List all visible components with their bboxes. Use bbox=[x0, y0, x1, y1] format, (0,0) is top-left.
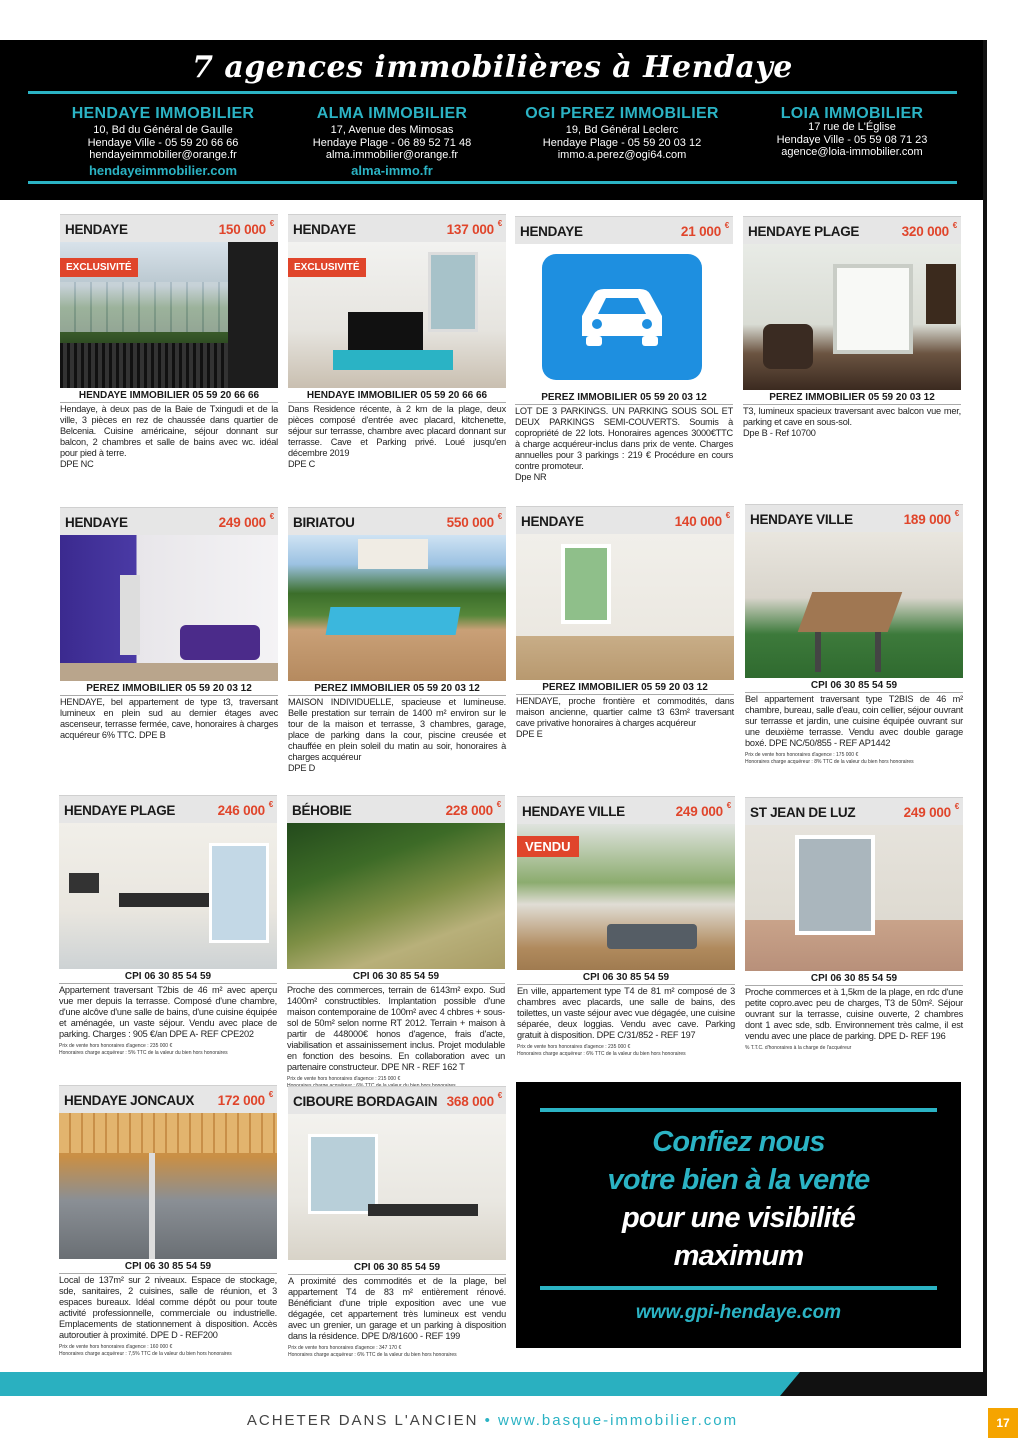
listing-agency: CPI 06 30 85 54 59 bbox=[745, 680, 963, 693]
listing-fine-print: Honoraires charge acquéreur : 8% TTC de la valeur du bien hors honoraires bbox=[745, 759, 914, 765]
listing-fine-print: Honoraires charge acquéreur : 6% TTC de la valeur du bien hors honoraires bbox=[288, 1352, 457, 1358]
listing-header bbox=[743, 216, 961, 244]
sold-badge: VENDU bbox=[517, 836, 579, 857]
listing-agency: PEREZ IMMOBILIER 05 59 20 03 12 bbox=[60, 683, 278, 696]
listing-photo[interactable] bbox=[59, 823, 277, 969]
listing-card[interactable] bbox=[60, 214, 278, 470]
listing-description: T3, lumineux spacieux traversant avec balcon vue mer, parking et cave en sous-sol. Dpe B - Ref 10700 bbox=[743, 406, 961, 438]
listing-price: 140 000 € bbox=[675, 514, 722, 529]
listing-header bbox=[59, 1085, 277, 1113]
listing-location: HENDAYE bbox=[65, 222, 128, 237]
listing-card[interactable] bbox=[516, 506, 734, 740]
footer-tagline: ACHETER DANS L'ANCIEN bbox=[246, 1412, 479, 1429]
listing-header bbox=[287, 795, 505, 823]
listing-fine-print: Prix de vente hors honoraires d'agence : 175 000 € bbox=[745, 752, 859, 758]
agency-loia-immobilier bbox=[737, 104, 967, 159]
listing-fine-print: Honoraires charge acquéreur : 7,5% TTC de la valeur du bien hors honoraires bbox=[59, 1351, 232, 1357]
listing-location: BÉHOBIE bbox=[292, 803, 352, 818]
listing-photo[interactable] bbox=[288, 1114, 506, 1260]
listing-header bbox=[60, 214, 278, 242]
listing-description: MAISON INDIVIDUELLE, spacieuse et lumineuse. Belle prestation sur terrain de 1400 m² environ sur le tour de la maison et terrasse, 3 chambres, garage, place de parking dans la cour, piscine creusée et chauffée en plein soleil du matin au soir, honoraires à charges acquéreur DPE D bbox=[288, 697, 506, 773]
agency-address: 10, Bd du Général de Gaulle bbox=[93, 124, 233, 136]
listing-description: HENDAYE, proche frontière et commodités, dans maison ancienne, quartier calme t3 63m² traversant cave privative honoraires à charges acquéreur DPE E bbox=[516, 696, 734, 739]
listing-agency: PEREZ IMMOBILIER 05 59 20 03 12 bbox=[515, 392, 733, 405]
agency-alma-immobilier bbox=[277, 104, 507, 179]
listing-price: 246 000 € bbox=[218, 803, 265, 818]
listing-location: HENDAYE bbox=[521, 514, 584, 529]
listing-card[interactable] bbox=[745, 504, 963, 766]
listing-description: LOT DE 3 PARKINGS. UN PARKING SOUS SOL ET DEUX PARKINGS SEMI-COUVERTS. Soumis à copropriété de 22 lots. Honoraires agences 3000€TTC à charge acquéreur-inclus dans prix de vente. Charges annuelles pour 3 parkings : 219 € Procédure en cours contre promoteur. Dpe NR bbox=[515, 406, 733, 482]
listing-price: 249 000 € bbox=[219, 515, 266, 530]
promo-box bbox=[516, 1082, 961, 1348]
listing-fine-print: % T.T.C. d'honoraires à la charge de l'acquéreur bbox=[745, 1045, 852, 1051]
listing-header bbox=[288, 1086, 506, 1114]
footer-website-link[interactable]: www.basque-immobilier.com bbox=[498, 1412, 739, 1429]
listing-location: CIBOURE BORDAGAIN bbox=[293, 1094, 438, 1109]
listing-agency: HENDAYE IMMOBILIER 05 59 20 66 66 bbox=[60, 390, 278, 403]
listing-agency: PEREZ IMMOBILIER 05 59 20 03 12 bbox=[516, 682, 734, 695]
promo-website-link[interactable]: www.gpi-hendaye.com bbox=[635, 1302, 842, 1323]
listing-card[interactable] bbox=[743, 216, 961, 439]
exclusivity-badge: EXCLUSIVITÉ bbox=[288, 258, 366, 277]
listing-card[interactable] bbox=[517, 796, 735, 1058]
agency-address: 19, Bd Général Leclerc bbox=[565, 124, 679, 136]
listing-photo[interactable] bbox=[515, 244, 733, 390]
listing-card[interactable] bbox=[745, 797, 963, 1052]
promo-line-2: votre bien à la vente bbox=[607, 1164, 870, 1196]
agency-name: ALMA IMMOBILIER bbox=[316, 105, 468, 122]
listing-description: Appartement traversant T2bis de 46 m² avec aperçu vue mer depuis la terrasse. Composé d'une chambre, d'une alcôve d'une salle de bains, d'une cuisine équipée et aménagée, un vaste séjour. Vendu avec place de parking. Charges : 905 €/an DPE A- REF CPE202 bbox=[59, 985, 277, 1039]
listing-photo[interactable] bbox=[516, 534, 734, 680]
page-edge-bar bbox=[983, 40, 987, 1396]
listing-description: Bel appartement traversant type T2BIS de 46 m² chambre, bureau, salle d'eau, coin cellier, séjour ouvrant sur terrasse et jardin, une cuisine équipée ouvrant sur une deuxième terrasse. Vendu avec double garage boxé. DPE NC/50/855 - REF AP1442 bbox=[745, 694, 963, 748]
agency-phone: Hendaye Plage - 06 89 52 71 48 bbox=[312, 136, 472, 149]
listing-description: Local de 137m² sur 2 niveaux. Espace de stockage, sde, sanitaires, 2 cuisines, salle de réunion, et 3 espaces bureaux. Idéal comme dépôt ou pour toute activité professionnelle, commerciale ou industrielle. Emplacements de stationnement à disposition. Accès autoroutier à proximité. DPE D - REF200 bbox=[59, 1275, 277, 1340]
listing-agency: CPI 06 30 85 54 59 bbox=[745, 973, 963, 986]
listing-location: ST JEAN DE LUZ bbox=[750, 805, 856, 820]
agency-email[interactable]: hendayeimmobilier@orange.fr bbox=[89, 149, 237, 161]
agency-phone: Hendaye Ville - 05 59 20 66 66 bbox=[87, 136, 239, 149]
footer-strip-corner bbox=[780, 1372, 985, 1396]
listing-price: 249 000 € bbox=[904, 805, 951, 820]
listing-price: 249 000 € bbox=[676, 804, 723, 819]
listing-price: 320 000 € bbox=[902, 224, 949, 239]
listing-photo[interactable] bbox=[745, 825, 963, 971]
listing-photo[interactable] bbox=[288, 535, 506, 681]
listing-description: Proche commerces et à 1,5km de la plage, en rdc d'une petite copro.avec peu de charges, T3 de 50m². Séjour ouvrant sur la terrasse, cuisine ouverte, 2 chambres dont 1 avec sde, sdb. Environnement très calme, il est vendu avec une place de parking. DPE D- REF 196 bbox=[745, 987, 963, 1041]
footer-separator: • bbox=[484, 1412, 492, 1429]
listing-price: 172 000 € bbox=[218, 1093, 265, 1108]
listing-location: BIRIATOU bbox=[293, 515, 355, 530]
listing-price: 137 000 € bbox=[447, 222, 494, 237]
listing-header bbox=[515, 216, 733, 244]
agency-phone: Hendaye Plage - 05 59 20 03 12 bbox=[542, 136, 702, 149]
promo-line-3: pour une visibilité bbox=[622, 1202, 855, 1234]
listing-card[interactable] bbox=[515, 216, 733, 483]
listing-location: HENDAYE bbox=[293, 222, 356, 237]
promo-line-4: maximum bbox=[673, 1240, 804, 1272]
listing-fine-print: Prix de vente hors honoraires d'agence : 160 000 € bbox=[59, 1344, 173, 1350]
listing-price: 368 000 € bbox=[447, 1094, 494, 1109]
agency-email[interactable]: immo.a.perez@ogi64.com bbox=[557, 149, 687, 161]
listing-photo[interactable] bbox=[287, 823, 505, 969]
listing-header bbox=[288, 214, 506, 242]
agency-ogi-perez bbox=[507, 104, 737, 162]
listing-agency: PEREZ IMMOBILIER 05 59 20 03 12 bbox=[743, 392, 961, 405]
listing-description: Proche des commerces, terrain de 6143m² expo. Sud 1400m² constructibles. Implantation possible d'une maison contemporaine de 100m² avec 4 chbres + sous-sol de 50m² selon norme RT 2012. Terrain + maison à partir de 448000€ honos d'agence, frais d'acte, viabilisation et assainissement inclus. Projet modulable en fonction des besoins. En collaboration avec un partenaire constructeur. DPE NR - REF 162 T bbox=[287, 985, 505, 1072]
listing-fine-print: Prix de vente hors honoraires d'agence : 235 000 € bbox=[59, 1043, 173, 1049]
agency-name: HENDAYE IMMOBILIER bbox=[71, 105, 255, 122]
listing-location: HENDAYE VILLE bbox=[522, 804, 625, 819]
listing-agency: HENDAYE IMMOBILIER 05 59 20 66 66 bbox=[288, 390, 506, 403]
agency-hendaye-immobilier bbox=[48, 104, 278, 179]
listing-price: 21 000 € bbox=[681, 224, 721, 239]
listing-location: HENDAYE bbox=[520, 224, 583, 239]
listing-card[interactable] bbox=[59, 1085, 277, 1358]
listing-agency: CPI 06 30 85 54 59 bbox=[517, 972, 735, 985]
listing-photo[interactable] bbox=[743, 244, 961, 390]
listing-description: Hendaye, à deux pas de la Baie de Txingudi et de la ville, 3 pièces en rez de chaussée dans quartier de Belcenia. Cuisine américaine, séjour donnant sur balcon, 2 chambres et salle de bains avec wc. idéal pour pied à terre. DPE NC bbox=[60, 404, 278, 469]
listing-agency: CPI 06 30 85 54 59 bbox=[59, 971, 277, 984]
listing-description: A proximité des commodités et de la plage, bel appartement T4 de 83 m² entièrement rénové. Bénéficiant d'une triple exposition avec une vue dégagée, cet appartement très lumineux est vendu avec un grenier, un garage et un parking à disposition dans la résidence. DPE D/8/1600 - REF 199 bbox=[288, 1276, 506, 1341]
agency-name: OGI PEREZ IMMOBILIER bbox=[525, 105, 719, 122]
agency-phone: Hendaye Ville - 05 59 08 71 23 bbox=[776, 133, 928, 146]
listing-description: Dans Residence récente, à 2 km de la plage, deux pièces composé d'entrée avec placard, kitchenette, séjour sur terrasse, chambre avec placard donnant sur terrasse. Cave et Parking privé. Loué jusqu'en décembre 2019 DPE C bbox=[288, 404, 506, 469]
promo-line-1: Confiez nous bbox=[652, 1126, 825, 1158]
page-number: 17 bbox=[988, 1408, 1018, 1438]
divider bbox=[28, 91, 957, 94]
divider bbox=[540, 1286, 937, 1290]
listing-header bbox=[516, 506, 734, 534]
agency-address: 17 rue de L'Église bbox=[808, 121, 896, 133]
listing-price: 228 000 € bbox=[446, 803, 493, 818]
listing-location: HENDAYE PLAGE bbox=[64, 803, 176, 818]
agency-email[interactable]: agence@loia-immobilier.com bbox=[781, 146, 923, 158]
listing-header bbox=[517, 796, 735, 824]
listing-fine-print: Honoraires charge acquéreur : 5% TTC de la valeur du bien hors honoraires bbox=[59, 1050, 228, 1056]
listing-card[interactable] bbox=[287, 795, 505, 1090]
header-banner bbox=[0, 40, 985, 200]
listing-photo[interactable] bbox=[517, 824, 735, 970]
listing-location: HENDAYE JONCAUX bbox=[64, 1093, 195, 1108]
listing-price: 550 000 € bbox=[447, 515, 494, 530]
agency-email[interactable]: alma.immobilier@orange.fr bbox=[325, 149, 459, 161]
listing-description: En ville, appartement type T4 de 81 m² composé de 3 chambres avec placards, une salle de bains, des toilettes, un vaste séjour avec vue dégagée, une cuisine séparée, deux loggias. Vendu avec cave. Parking gratuit à disposition. DPE C/31/852 - REF 197 bbox=[517, 986, 735, 1040]
listing-header bbox=[745, 504, 963, 532]
listing-card[interactable] bbox=[288, 1086, 506, 1359]
agency-website[interactable]: hendayeimmobilier.com bbox=[88, 162, 238, 178]
exclusivity-badge: EXCLUSIVITÉ bbox=[60, 258, 138, 277]
listing-fine-print: Prix de vente hors honoraires d'agence : 215 000 € bbox=[287, 1076, 401, 1082]
listing-price: 150 000 € bbox=[219, 222, 266, 237]
listing-card[interactable] bbox=[288, 507, 506, 774]
agency-website[interactable]: alma-immo.fr bbox=[351, 162, 433, 178]
listing-fine-print: Prix de vente hors honoraires d'agence : 347 170 € bbox=[288, 1345, 402, 1351]
listing-header bbox=[60, 507, 278, 535]
listing-header bbox=[59, 795, 277, 823]
listing-photo[interactable] bbox=[288, 242, 506, 388]
divider bbox=[28, 181, 957, 184]
agency-name: LOIA IMMOBILIER bbox=[780, 105, 924, 122]
listing-price: 189 000 € bbox=[904, 512, 951, 527]
listing-location: HENDAYE VILLE bbox=[750, 512, 853, 527]
listing-agency: CPI 06 30 85 54 59 bbox=[287, 971, 505, 984]
listing-photo[interactable] bbox=[59, 1113, 277, 1259]
agency-address: 17, Avenue des Mimosas bbox=[330, 124, 454, 136]
listing-header bbox=[288, 507, 506, 535]
listing-location: HENDAYE bbox=[65, 515, 128, 530]
listing-agency: PEREZ IMMOBILIER 05 59 20 03 12 bbox=[288, 683, 506, 696]
listing-photo[interactable] bbox=[745, 532, 963, 678]
listing-agency: CPI 06 30 85 54 59 bbox=[59, 1261, 277, 1274]
listing-description: HENDAYE, bel appartement de type t3, traversant lumineux en plein sud au dernier étages avec ascenseur, terrasse fermée, cave, honoraires à charges acquéreur 6% TTC. DPE B bbox=[60, 697, 278, 740]
listing-agency: CPI 06 30 85 54 59 bbox=[288, 1262, 506, 1275]
listing-header bbox=[745, 797, 963, 825]
listing-card[interactable] bbox=[60, 507, 278, 741]
listing-fine-print: Honoraires charge acquéreur : 6% TTC de la valeur du bien hors honoraires bbox=[517, 1051, 686, 1057]
listing-photo[interactable] bbox=[60, 535, 278, 681]
car-icon bbox=[542, 254, 702, 380]
listing-photo[interactable] bbox=[60, 242, 278, 388]
listing-card[interactable] bbox=[59, 795, 277, 1057]
page-title: 7 agences immobilières à Hendaye bbox=[192, 50, 793, 85]
divider bbox=[540, 1108, 937, 1112]
footer bbox=[0, 1412, 985, 1429]
listing-location: HENDAYE PLAGE bbox=[748, 224, 860, 239]
listing-card[interactable] bbox=[288, 214, 506, 470]
listing-fine-print: Prix de vente hors honoraires d'agence : 235 000 € bbox=[517, 1044, 631, 1050]
